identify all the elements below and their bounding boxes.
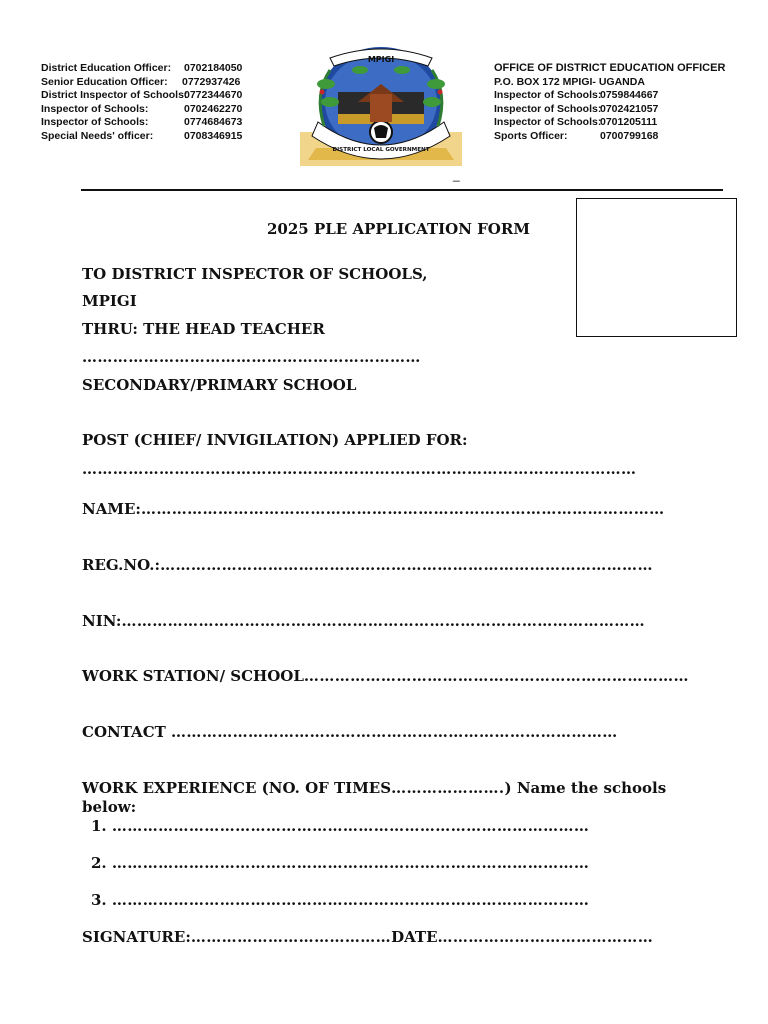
contact-field[interactable]: …………………………………………………………………………… — [171, 723, 618, 741]
school-field[interactable]: ………………………………………………………………………………… — [111, 854, 590, 872]
experience-label: WORK EXPERIENCE (NO. OF TIMES — [82, 779, 392, 797]
contact-number: 0701205111 — [600, 116, 658, 129]
nin-label: NIN: — [82, 612, 122, 630]
signature-label: SIGNATURE: — [82, 928, 191, 946]
work-station-label: WORK STATION/ SCHOOL — [82, 667, 304, 685]
contact-row — [41, 116, 281, 130]
header-divider — [81, 189, 723, 191]
nin-field[interactable]: ………………………………………………………………………………………… — [121, 612, 646, 630]
post-field[interactable]: ……………………………………………………………………………………………… — [82, 460, 637, 478]
list-number: 3. — [91, 891, 107, 909]
separator-mark: _ — [453, 168, 460, 182]
name-label: NAME: — [82, 500, 141, 518]
head-teacher-school-field[interactable]: ………………………………………………………… — [82, 348, 421, 366]
contact-label: Inspector of Schools: — [494, 89, 602, 102]
contact-label: Special Needs' officer: — [41, 129, 154, 142]
contact-row — [494, 89, 734, 103]
name-row — [82, 500, 665, 518]
contact-row — [41, 62, 281, 76]
contact-label: Inspector of Schools: — [494, 102, 602, 115]
signature-field[interactable]: ………………………………… — [190, 928, 392, 946]
school-field[interactable]: ………………………………………………………………………………… — [111, 817, 590, 835]
thru-line: THRU: THE HEAD TEACHER — [82, 320, 325, 338]
list-number: 2. — [91, 854, 107, 872]
contact-label: District Inspector of Schools: — [41, 89, 188, 102]
contact-row — [494, 103, 734, 117]
logo-top-text: MPIGI — [367, 55, 395, 64]
date-label: DATE — [391, 928, 438, 946]
contact-row-form — [82, 723, 618, 741]
date-field[interactable]: …………………………………… — [437, 928, 654, 946]
contact-label: Inspector of Schools: — [41, 102, 149, 115]
contact-label-form: CONTACT — [82, 723, 166, 741]
contact-label: Inspector of Schools: — [41, 116, 149, 129]
experience-label-tail: ) Name the schools — [504, 779, 667, 797]
work-station-row — [82, 667, 689, 685]
experience-label-below: below: — [82, 798, 137, 816]
post-label: POST (CHIEF/ INVIGILATION) APPLIED FOR: — [82, 431, 468, 449]
reg-row — [82, 556, 653, 574]
contact-number: 0759844667 — [600, 89, 659, 102]
contact-row — [41, 76, 281, 90]
name-field[interactable]: ………………………………………………………………………………………… — [140, 500, 665, 518]
experience-row — [82, 779, 666, 797]
contact-row — [41, 130, 281, 144]
contact-number: 0700799168 — [600, 129, 659, 142]
contact-number: 0702184050 — [184, 62, 243, 74]
reg-label: REG.NO.: — [82, 556, 161, 574]
contact-row — [494, 130, 734, 144]
school-list-item — [91, 817, 589, 835]
school-type-line: SECONDARY/PRIMARY SCHOOL — [82, 376, 357, 394]
work-station-field[interactable]: ………………………………………………………………… — [303, 667, 689, 685]
contact-number: 0708346915 — [184, 129, 243, 142]
contact-label: Senior Education Officer: — [41, 75, 168, 88]
contact-label: District Education Officer: — [41, 62, 172, 74]
addressee-line: TO DISTRICT INSPECTOR OF SCHOOLS, — [82, 265, 428, 283]
school-list-item — [91, 854, 589, 872]
contact-row — [41, 89, 281, 103]
contact-number: 0702462270 — [184, 102, 243, 115]
school-list-item — [91, 891, 589, 909]
contact-row — [494, 116, 734, 130]
logo-ring-text: DISTRICT LOCAL GOVERNMENT — [332, 147, 430, 153]
school-field[interactable]: ………………………………………………………………………………… — [111, 891, 590, 909]
contact-number: 0774684673 — [184, 116, 243, 129]
contact-label: Inspector of Schools: — [494, 116, 602, 129]
contact-number: 0772937426 — [182, 75, 241, 88]
contact-label: Sports Officer: — [494, 129, 568, 142]
office-title: OFFICE OF DISTRICT EDUCATION OFFICER — [494, 62, 726, 74]
contact-number: 0772344670 — [184, 89, 243, 102]
district-line: MPIGI — [82, 292, 137, 310]
right-contact-list — [494, 62, 734, 144]
office-address: P.O. BOX 172 MPIGI- UGANDA — [494, 75, 645, 88]
signature-date-row — [82, 928, 653, 946]
reg-field[interactable]: …………………………………………………………………………………… — [160, 556, 653, 574]
passport-photo-box — [576, 198, 737, 337]
contact-row — [41, 103, 281, 117]
list-number: 1. — [91, 817, 107, 835]
experience-count-field[interactable]: …………………. — [391, 779, 505, 797]
left-contact-list — [41, 62, 281, 144]
form-title: 2025 PLE APPLICATION FORM — [267, 220, 530, 238]
nin-row — [82, 612, 645, 630]
district-crest-logo — [300, 44, 462, 166]
contact-number: 0702421057 — [600, 102, 659, 115]
